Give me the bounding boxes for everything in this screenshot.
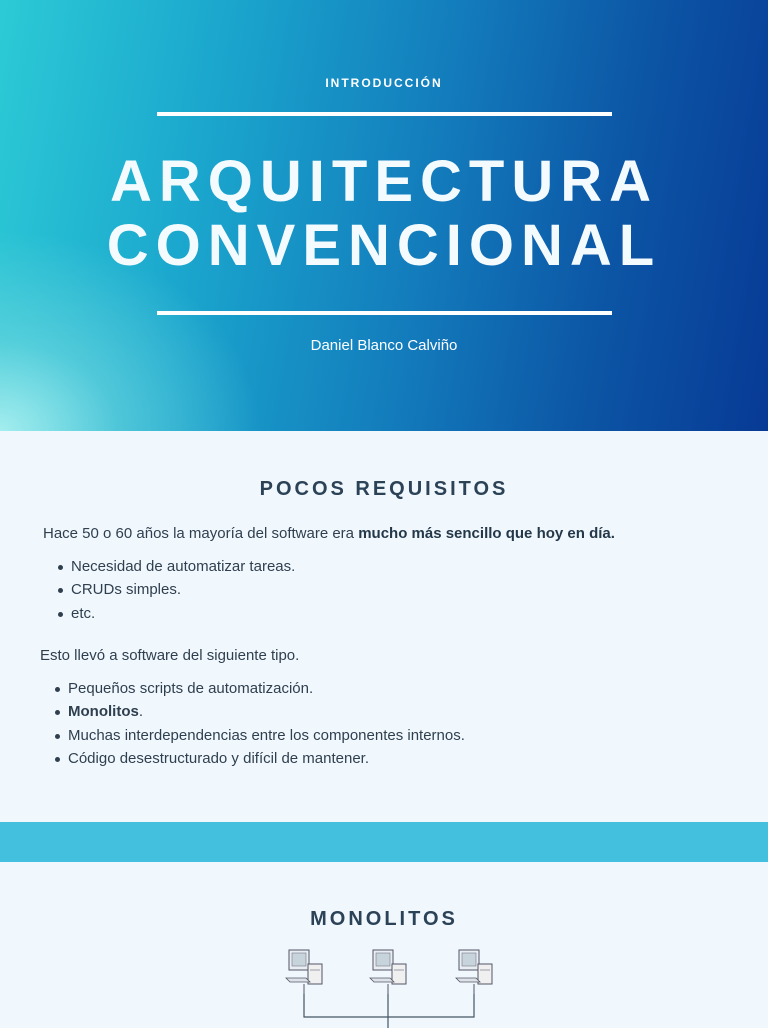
lead-paragraph: Esto llevó a software del siguiente tipo. [40,647,300,664]
cover-rule-bottom [157,311,612,315]
list-item-suffix: . [138,703,143,721]
intro-emphasis: mucho más sencillo que hoy en día. [358,525,615,542]
list-item: Muchas interdependencias entre los componentes internos. [53,724,465,747]
cover-title-line2: CONVENCIONAL [106,213,662,278]
network-diagram [0,948,768,1028]
computer-icon [286,950,322,994]
list-item: CRUDs simples. [56,578,295,601]
computer-icon [456,950,492,994]
list-item [53,700,465,723]
list-item: Pequeños scripts de automatización. [53,677,465,700]
section-divider-band [0,822,768,862]
cover-title [0,150,768,278]
section-pocos-requisitos [0,431,768,822]
cover-author: Daniel Blanco Calviño [310,337,458,354]
section-title: POCOS REQUISITOS [259,478,509,500]
cover-title-line1: ARQUITECTURA [110,149,658,214]
list-item-emphasis: Monolitos [68,703,139,721]
intro-text: Hace 50 o 60 años la mayoría del software era [43,525,359,542]
cover-header [0,0,768,431]
needs-list [56,555,295,625]
network-connector [304,994,474,1028]
intro-paragraph [43,525,615,542]
cover-rule-top [157,112,612,116]
section-monolitos [0,862,768,1024]
cover-kicker: INTRODUCCIÓN [325,76,443,90]
list-item: Código desestructurado y difícil de mantener. [53,747,465,770]
list-item: etc. [56,602,295,625]
list-item: Necesidad de automatizar tareas. [56,555,295,578]
section-title: MONOLITOS [310,908,458,930]
computer-icon [370,950,406,994]
software-type-list [53,677,465,770]
